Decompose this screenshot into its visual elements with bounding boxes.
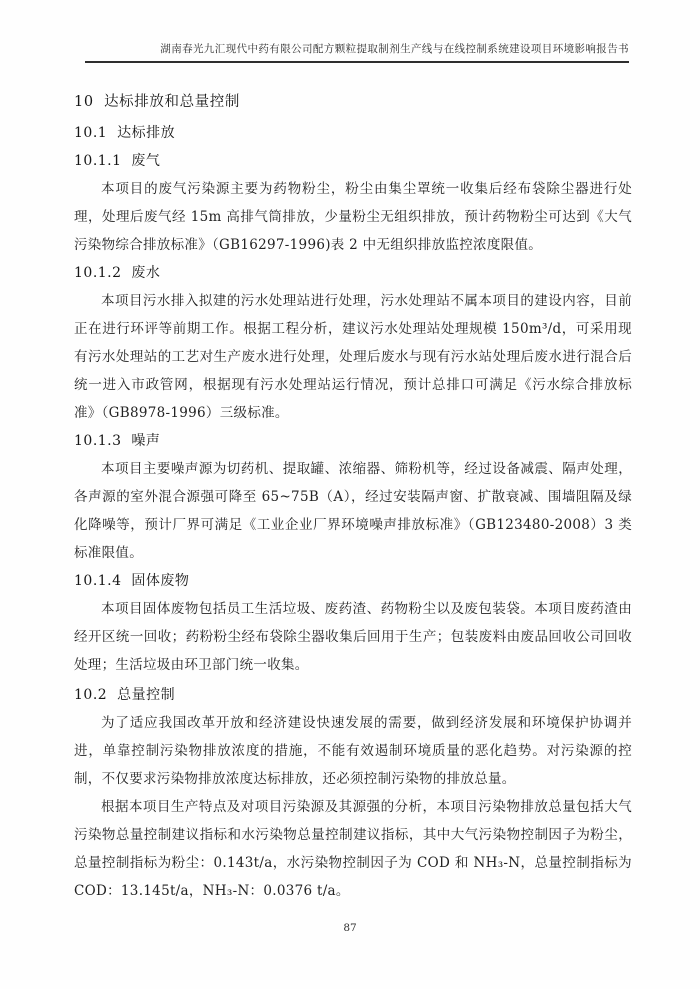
heading-10-1-3: 10.1.3 噪声: [74, 433, 161, 449]
page-header: [85, 42, 629, 63]
heading-10-1-1: 10.1.1 废气: [74, 153, 161, 169]
heading-chapter-10: 10 达标排放和总量控制: [74, 94, 240, 110]
heading-10-1-2: 10.1.2 废水: [74, 265, 161, 281]
heading-10-1: 10.1 达标排放: [74, 125, 176, 141]
paragraph-total-amount-2: 根据本项目生产特点及对项目污染源及其源强的分析，本项目污染物排放总量包括大气污染物总量控制建议指标和水污染物总量控制建议指标，其中大气污染物控制因子为粉尘，总量控制指标为粉尘：0.143t/a，水污染物控制因子为 COD 和 NH₃-N，总量控制指标为 COD：13.145t/a，NH₃-N：0.0376 t/a。: [74, 799, 632, 899]
page-number: 87: [343, 922, 357, 934]
page-footer: [0, 922, 700, 934]
header-title: 湖南春光九汇现代中药有限公司配方颗粒提取制剂生产线与在线控制系统建设项目环境影响报告书: [160, 43, 629, 55]
heading-10-2: 10.2 总量控制: [74, 687, 176, 703]
heading-10-1-4: 10.1.4 固体废物: [74, 573, 190, 589]
document-body: [74, 88, 632, 905]
paragraph-noise: 本项目主要噪声源为切药机、提取罐、浓缩器、筛粉机等，经过设备减震、隔声处理，各声源的室外混合源强可降至 65~75B（A），经过安装隔声窗、扩散衰减、围墙阻隔及绿化降噪等，预计厂界可满足《工业企业厂界环境噪声排放标准》（GB123480-2008）3 类标准限值。: [74, 461, 632, 561]
paragraph-solid-waste: 本项目固体废物包括员工生活垃圾、废药渣、药物粉尘以及废包装袋。本项目废药渣由经开区统一回收；药粉粉尘经布袋除尘器收集后回用于生产；包装废料由废品回收公司回收处理；生活垃圾由环卫部门统一收集。: [74, 601, 632, 673]
paragraph-waste-gas: 本项目的废气污染源主要为药物粉尘，粉尘由集尘罩统一收集后经布袋除尘器进行处理，处理后废气经 15m 高排气筒排放，少量粉尘无组织排放，预计药物粉尘可达到《大气污染物综合排放标准》（GB16297-1996)表 2 中无组织排放监控浓度限值。: [74, 181, 632, 253]
paragraph-waste-water: 本项目污水排入拟建的污水处理站进行处理，污水处理站不属本项目的建设内容，目前正在进行环评等前期工作。根据工程分析，建议污水处理站处理规模 150m³/d，可采用现有污水处理站的工艺对生产废水进行处理，处理后废水与现有污水站处理后废水进行混合后统一进入市政管网，根据现有污水处理站运行情况，预计总排口可满足《污水综合排放标准》（GB8978-1996）三级标准。: [74, 293, 632, 421]
paragraph-total-amount-1: 为了适应我国改革开放和经济建设快速发展的需要，做到经济发展和环境保护协调并进，单靠控制污染物排放浓度的措施，不能有效遏制环境质量的恶化趋势。对污染源的控制，不仅要求污染物排放浓度达标排放，还必须控制污染物的排放总量。: [74, 715, 632, 787]
